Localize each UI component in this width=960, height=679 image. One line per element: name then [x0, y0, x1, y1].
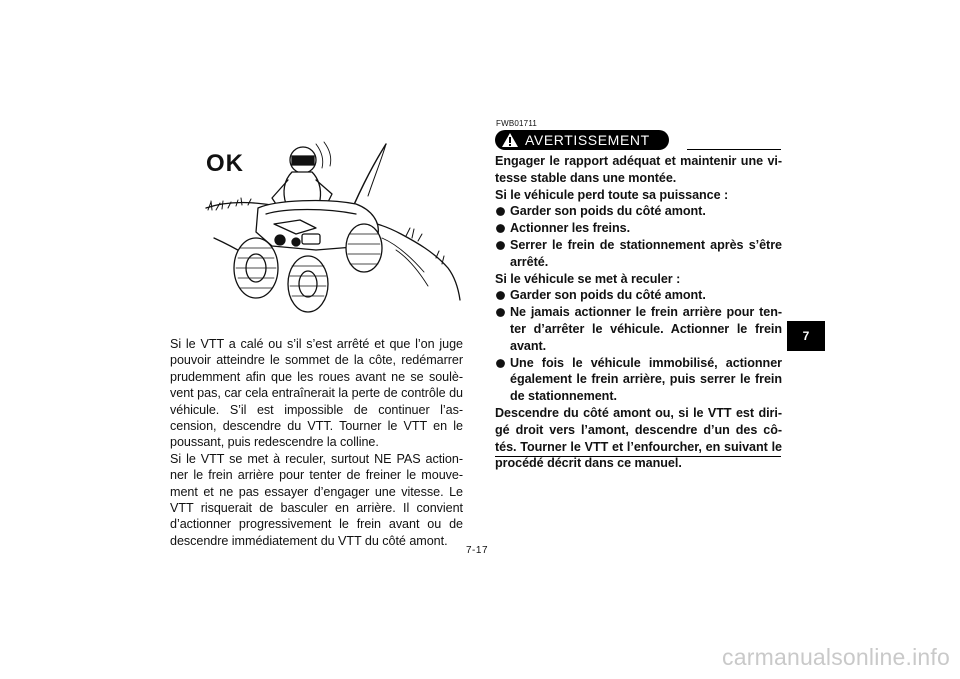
list-item [495, 220, 782, 237]
list-item-text: Serrer le frein de stationnement après s’être arrêté. [510, 237, 782, 269]
warning-triangle-icon [501, 132, 519, 148]
warning-top-rule [687, 149, 781, 150]
list-item [495, 203, 782, 220]
warning-bottom-rule [495, 456, 781, 457]
list-item [495, 304, 782, 354]
warning-code: FWB01711 [496, 119, 538, 128]
bullet-icon [496, 241, 505, 250]
bullet-icon [496, 207, 505, 216]
warning-closing: Descendre du côté amont ou, si le VTT est diri-gé droit vers l’amont, descendre d’un des cô-tés. Tourner le VTT et l’enfourcher, en suivant le procédé décrit dans ce manuel. [495, 405, 782, 471]
bullet-icon [496, 291, 505, 300]
paragraph-rolling-back: Si le VTT se met à reculer, surtout NE PAS action-ner le frein arrière pour tenter de freiner le mouve-ment et ne pas essayer d’engager une vitesse. Le VTT risquerait de basculer en arrière. Il convient d’actionner progressivement le frein avant ou de descendre immédiatement du VTT du côté amont. [170, 451, 463, 548]
left-column-text [170, 336, 463, 549]
bullet-icon [496, 224, 505, 233]
list-item-text: Une fois le véhicule immobilisé, actionner également le frein arrière, puis serrer le frein de stationnement. [510, 355, 782, 404]
list-item-text: Garder son poids du côté amont. [510, 204, 706, 219]
page-number: 7-17 [466, 545, 489, 556]
bullet-icon [496, 359, 505, 368]
list-item [495, 355, 782, 405]
warning-title: AVERTISSEMENT [525, 132, 650, 148]
list-item [495, 237, 782, 271]
list-item-text: Ne jamais actionner le frein arrière pour ten-ter d’arrêter le véhicule. Actionner le frein avant. [510, 305, 782, 353]
chapter-tab: 7 [787, 321, 825, 351]
list-item-text: Garder son poids du côté amont. [510, 288, 706, 303]
warning-content [495, 153, 782, 472]
warning-header [495, 130, 669, 150]
list-item-text: Actionner les freins. [510, 221, 631, 236]
warning-case-power-loss: Si le véhicule perd toute sa puissance : [495, 187, 729, 202]
warning-intro: Engager le rapport adéquat et maintenir une vi-tesse stable dans une montée. [495, 154, 782, 185]
bullet-icon [496, 308, 505, 317]
warning-case-rolling-back: Si le véhicule se met à reculer : [495, 271, 681, 286]
illustration-ok-label: OK [206, 150, 244, 177]
paragraph-stalled: Si le VTT a calé ou s’il s’est arrêté et que l’on juge pouvoir atteindre le sommet de la côte, redémarrer prudemment afin que les roues avant ne se soulè-vent pas, car cela entraînerait la perte de contrôle du véhicule. S’il est impossible de continuer l’as-cension, descendre du VTT. Tourner le VTT en le poussant, puis redescendre la colline. [170, 337, 463, 450]
list-item [495, 287, 782, 304]
watermark: carmanualsonline.info [722, 644, 950, 670]
